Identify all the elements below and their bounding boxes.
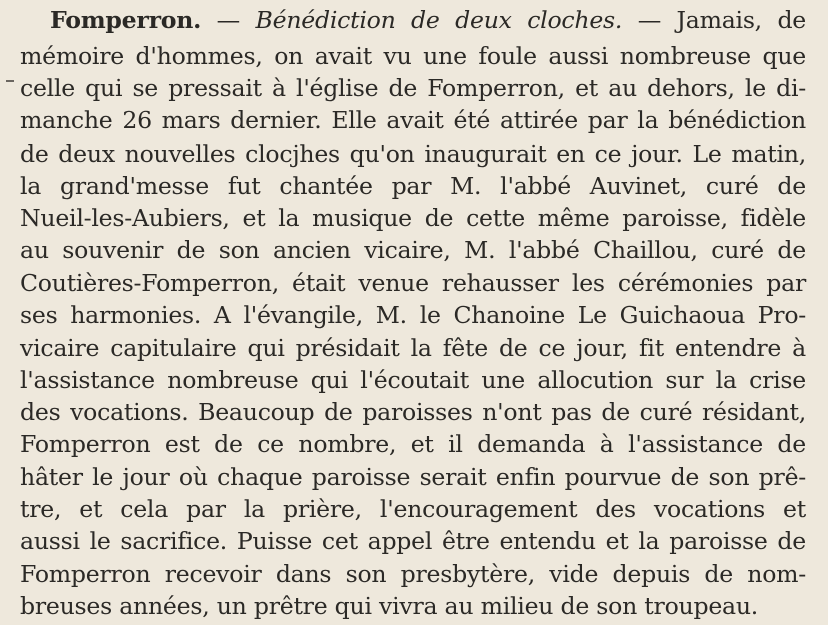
body-line: Nueil-les-Aubiers, et la musique de cette même paroisse, fidèle — [20, 204, 806, 232]
body-line: Fomperron est de ce nombre, et il demanda à l'assistance de — [20, 430, 806, 458]
body-line: aussi le sacrifice. Puisse cet appel être entendu et la paroisse de — [20, 527, 806, 555]
body-line: ses harmonies. A l'évangile, M. le Chanoine Le Guichaoua Pro- — [20, 301, 806, 329]
body-line: vicaire capitulaire qui présidait la fête de ce jour, fit entendre à — [20, 334, 806, 362]
heading-dash: — — [201, 6, 256, 34]
article-subtitle: Bénédiction de deux cloches. — [255, 6, 623, 34]
body-line: manche 26 mars dernier. Elle avait été attirée par la bénédiction — [20, 106, 806, 134]
body-line: tre, et cela par la prière, l'encouragement des vocations et — [20, 495, 806, 523]
body-line: Coutières-Fomperron, était venue rehausser les cérémonies par — [20, 269, 806, 297]
body-line: de deux nouvelles clocjhes qu'on inaugurait en ce jour. Le matin, — [20, 140, 806, 168]
body-line-last: breuses années, un prêtre qui vivra au milieu de son troupeau. — [20, 592, 759, 620]
body-line: la grand'messe fut chantée par M. l'abbé Auvinet, curé de — [20, 172, 806, 200]
body-line: des vocations. Beaucoup de paroisses n'ont pas de curé résidant, — [20, 398, 806, 426]
body-line: l'assistance nombreuse qui l'écoutait une allocution sur la crise — [20, 366, 806, 394]
article-heading: Fomperron. — [50, 6, 202, 34]
article-first-line — [50, 2, 806, 38]
body-line: mémoire d'hommes, on avait vu une foule aussi nombreuse que — [20, 42, 806, 70]
article-lead: — Jamais, de — [622, 6, 807, 34]
body-line: Fomperron recevoir dans son presbytère, vide depuis de nom- — [20, 560, 806, 588]
margin-mark — [6, 80, 14, 82]
body-line: celle qui se pressait à l'église de Fomperron, et au dehors, le di- — [20, 74, 806, 102]
body-line: au souvenir de son ancien vicaire, M. l'abbé Chaillou, curé de — [20, 236, 806, 264]
body-line: hâter le jour où chaque paroisse serait enfin pourvue de son prê- — [20, 463, 806, 491]
